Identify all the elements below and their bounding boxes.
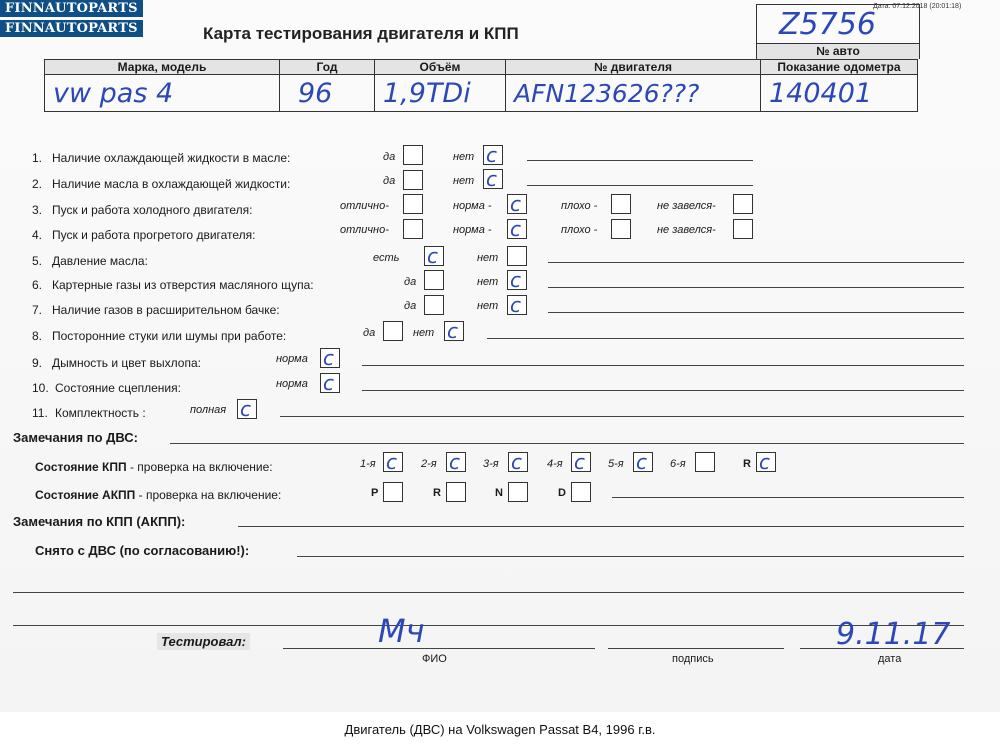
notes-line <box>548 262 964 263</box>
option-label: плохо - <box>561 224 598 236</box>
akpp-label-rest: - проверка на включение: <box>135 488 282 502</box>
gear-label: 1-я <box>360 458 376 470</box>
gear-checkbox[interactable] <box>446 452 466 472</box>
item-label: Пуск и работа прогретого двигателя: <box>52 228 256 242</box>
option-label: не завелся- <box>657 224 716 236</box>
notes-line <box>13 625 964 626</box>
check-mark: c <box>759 450 770 474</box>
kpp-remarks-label: Замечания по КПП (АКПП): <box>13 514 186 529</box>
checkbox[interactable] <box>403 170 423 190</box>
item-number: 5. <box>32 254 43 268</box>
header-col-volume: Объём <box>375 60 506 75</box>
option-label: норма - <box>453 200 492 212</box>
check-mark: c <box>323 346 334 370</box>
item-number: 10. <box>32 381 49 395</box>
checkbox[interactable] <box>383 321 403 341</box>
gear-checkbox[interactable] <box>571 482 591 502</box>
odometer-value: 140401 <box>761 75 918 112</box>
gear-label: 4-я <box>547 458 563 470</box>
removed-label-main: Снято с ДВС <box>35 543 116 558</box>
item-label: Наличие масла в охлаждающей жидкости: <box>52 177 291 191</box>
kpp-label-rest: - проверка на включение: <box>126 460 273 474</box>
option-label: нет <box>453 151 475 163</box>
checkbox[interactable] <box>507 194 527 214</box>
item-number: 6. <box>32 278 43 292</box>
check-mark: c <box>510 217 521 241</box>
item-label: Комплектность : <box>55 406 146 420</box>
signature-line <box>608 648 784 649</box>
notes-line <box>297 556 964 557</box>
gear-label: P <box>371 487 379 499</box>
checkbox[interactable] <box>507 246 527 266</box>
option-label: нет <box>477 300 499 312</box>
gear-checkbox[interactable] <box>508 452 528 472</box>
item-label: Наличие газов в расширительном бачке: <box>52 303 280 317</box>
option-label: нет <box>477 252 499 264</box>
gear-checkbox[interactable] <box>633 452 653 472</box>
option-label: норма <box>276 353 308 365</box>
notes-line <box>238 526 964 527</box>
header-col-engine-no: № двигателя <box>506 60 761 75</box>
check-mark: c <box>510 192 521 216</box>
date-stamp: Дата: 07.12.2018 (20:01:18) <box>873 3 962 10</box>
check-mark: c <box>447 319 458 343</box>
item-label: Картерные газы из отверстия масляного щупа: <box>52 278 314 292</box>
item-label: Посторонние стуки или шумы при работе: <box>52 329 287 343</box>
check-mark: c <box>427 244 438 268</box>
gear-label: 2-я <box>421 458 437 470</box>
gear-label: 6-я <box>670 458 686 470</box>
gear-label: R <box>433 487 441 499</box>
notes-line <box>362 390 964 391</box>
removed-label <box>35 543 249 558</box>
item-number: 1. <box>32 151 43 165</box>
checkbox[interactable] <box>483 145 503 165</box>
checkbox[interactable] <box>611 194 631 214</box>
date-caption: дата <box>878 653 902 665</box>
gear-label: R <box>743 458 751 470</box>
notes-line <box>13 592 964 593</box>
notes-line <box>362 365 964 366</box>
checkbox[interactable] <box>507 270 527 290</box>
checkbox[interactable] <box>320 373 340 393</box>
item-label: Состояние сцепления: <box>55 381 181 395</box>
auto-number-value: Z5756 <box>779 7 876 42</box>
notes-line <box>527 185 753 186</box>
gear-label: 3-я <box>483 458 499 470</box>
name-caption: ФИО <box>422 653 447 665</box>
item-number: 2. <box>32 177 43 191</box>
option-label: да <box>383 175 396 187</box>
item-number: 4. <box>32 228 43 242</box>
checkbox[interactable] <box>403 194 423 214</box>
option-label: норма <box>276 378 308 390</box>
checkbox[interactable] <box>424 295 444 315</box>
item-label: Давление масла: <box>52 254 148 268</box>
check-mark: c <box>486 167 497 191</box>
item-number: 11. <box>32 406 48 420</box>
make-model-value: vw pas 4 <box>45 75 280 112</box>
checkbox[interactable] <box>237 399 257 419</box>
option-label: нет <box>413 327 435 339</box>
option-label: не завелся- <box>657 200 716 212</box>
akpp-label: Состояние АКПП <box>35 488 136 502</box>
notes-line <box>548 312 964 313</box>
gear-checkbox[interactable] <box>383 482 403 502</box>
check-mark: c <box>486 143 497 167</box>
header-col-odometer: Показание одометра <box>761 60 918 75</box>
option-label: да <box>383 151 396 163</box>
item-number: 3. <box>32 203 43 217</box>
gear-checkbox[interactable] <box>571 452 591 472</box>
auto-number-label: № авто <box>757 43 919 60</box>
notes-line <box>548 287 964 288</box>
check-mark: c <box>240 397 251 421</box>
item-label: Дымность и цвет выхлопа: <box>52 356 201 370</box>
tested-label: Тестировал: <box>157 633 250 650</box>
gear-checkbox[interactable] <box>695 452 715 472</box>
kpp-label: Состояние КПП <box>35 460 127 474</box>
signature-handwriting: Мч <box>378 612 425 650</box>
form-title: Карта тестирования двигателя и КПП <box>203 24 519 43</box>
gear-checkbox[interactable] <box>446 482 466 502</box>
option-label: норма - <box>453 224 492 236</box>
notes-line <box>170 443 964 444</box>
image-caption: Двигатель (ДВС) на Volkswagen Passat B4, 1996 г.в. <box>344 722 656 737</box>
gear-label: 5-я <box>608 458 624 470</box>
checkbox[interactable] <box>611 219 631 239</box>
option-label: отлично- <box>340 224 389 236</box>
gear-checkbox[interactable] <box>756 452 776 472</box>
signature-caption: подпись <box>672 653 714 665</box>
checkbox[interactable] <box>733 219 753 239</box>
check-mark: c <box>510 293 521 317</box>
option-label: полная <box>190 404 227 416</box>
gear-checkbox[interactable] <box>383 452 403 472</box>
checkbox[interactable] <box>733 194 753 214</box>
kpp-check-label <box>35 460 273 474</box>
engine-remarks-label: Замечания по ДВС: <box>13 430 138 445</box>
watermark-logo: FINNAUTOPARTS <box>0 0 143 17</box>
option-label: плохо - <box>561 200 598 212</box>
item-label: Наличие охлаждающей жидкости в масле: <box>52 151 291 165</box>
watermark-logo: FINNAUTOPARTS <box>0 20 143 37</box>
year-value: 96 <box>280 75 375 112</box>
check-mark: c <box>636 450 647 474</box>
option-label: нет <box>453 175 475 187</box>
option-label: есть <box>373 252 400 264</box>
checkbox[interactable] <box>403 145 423 165</box>
gear-checkbox[interactable] <box>508 482 528 502</box>
check-mark: c <box>449 450 460 474</box>
gear-label: N <box>495 487 503 499</box>
notes-line <box>612 497 964 498</box>
name-line <box>283 648 595 649</box>
check-mark: c <box>510 268 521 292</box>
option-label: да <box>363 327 376 339</box>
date-line <box>800 648 964 649</box>
checkbox[interactable] <box>507 295 527 315</box>
gear-label: D <box>558 487 566 499</box>
akpp-check-label <box>35 488 281 502</box>
item-number: 7. <box>32 303 43 317</box>
engine-number-value: AFN123626??? <box>506 75 761 112</box>
checkbox[interactable] <box>483 169 503 189</box>
checkbox[interactable] <box>403 219 423 239</box>
checkbox[interactable] <box>424 270 444 290</box>
date-handwriting: 9.11.17 <box>836 617 951 652</box>
check-mark: c <box>574 450 585 474</box>
notes-line <box>527 160 753 161</box>
checkbox[interactable] <box>507 219 527 239</box>
item-number: 8. <box>32 329 43 343</box>
option-label: да <box>404 276 417 288</box>
volume-value: 1,9TDi <box>375 75 506 112</box>
check-mark: c <box>323 371 334 395</box>
auto-number-box <box>756 4 920 59</box>
option-label: отлично- <box>340 200 389 212</box>
item-number: 9. <box>32 356 43 370</box>
header-col-make: Марка, модель <box>45 60 280 75</box>
option-label: нет <box>477 276 499 288</box>
notes-line <box>280 416 964 417</box>
header-col-year: Год <box>280 60 375 75</box>
check-mark: c <box>386 450 397 474</box>
check-mark: c <box>511 450 522 474</box>
checkbox[interactable] <box>320 348 340 368</box>
checkbox[interactable] <box>444 321 464 341</box>
option-label: да <box>404 300 417 312</box>
checkbox[interactable] <box>424 246 444 266</box>
removed-label-rest: (по согласованию!): <box>115 543 250 558</box>
notes-line <box>487 338 964 339</box>
header-table <box>44 59 918 112</box>
item-label: Пуск и работа холодного двигателя: <box>52 203 253 217</box>
